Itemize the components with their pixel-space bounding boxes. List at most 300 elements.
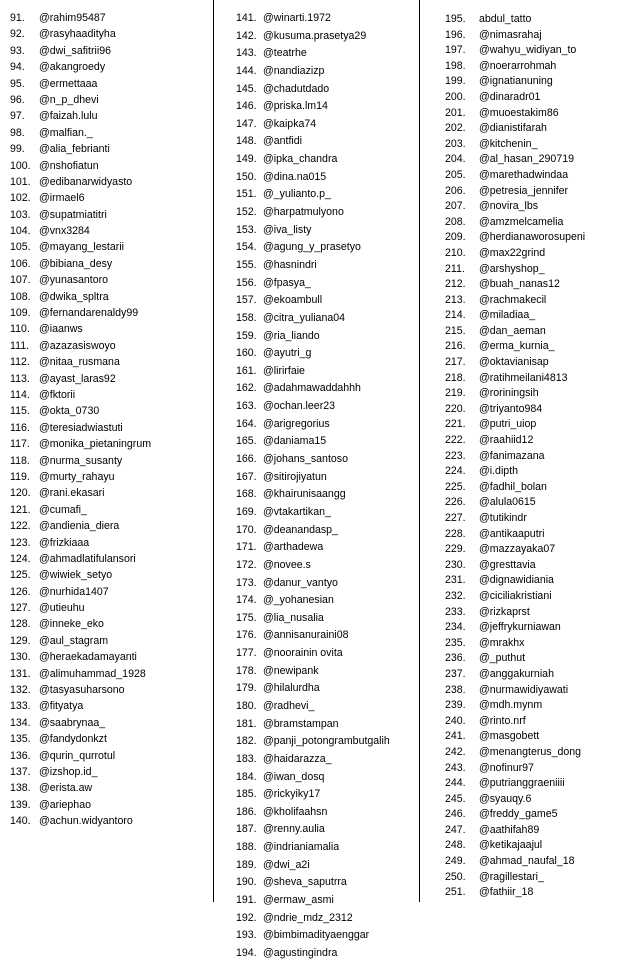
list-item xyxy=(236,398,390,416)
list-item xyxy=(10,174,151,190)
item-handle: @wiwiek_setyo xyxy=(39,569,113,582)
item-number: 107. xyxy=(10,274,31,287)
item-handle: @qurin_qurrotul xyxy=(39,749,116,762)
item-number: 200. xyxy=(445,90,466,103)
item-number: 171. xyxy=(236,541,257,554)
list-item xyxy=(236,222,390,240)
item-number: 103. xyxy=(10,208,31,221)
item-handle: @rahim95487 xyxy=(39,12,106,24)
item-handle: @ketikajaajul xyxy=(479,839,543,852)
item-handle: @fernandarenaldy99 xyxy=(39,307,139,320)
item-handle: @i.dipth xyxy=(479,465,519,478)
list-item xyxy=(236,45,390,63)
list-item xyxy=(10,387,151,403)
item-handle: @azazasiswoyo xyxy=(39,339,116,352)
item-number: 191. xyxy=(236,894,257,907)
list-item xyxy=(236,169,390,187)
list-item xyxy=(10,780,151,796)
item-number: 106. xyxy=(10,257,31,270)
item-number: 186. xyxy=(236,805,257,818)
item-number: 109. xyxy=(10,307,31,320)
list-item xyxy=(236,363,390,381)
list-item xyxy=(445,324,585,340)
item-number: 150. xyxy=(236,170,257,183)
item-number: 193. xyxy=(236,929,257,942)
item-handle: @wahyu_widiyan_to xyxy=(479,44,577,57)
item-handle: @priska.lm14 xyxy=(263,100,328,113)
list-item xyxy=(445,651,585,667)
list-item xyxy=(10,338,151,354)
list-item xyxy=(10,420,151,436)
item-handle: @johans_santoso xyxy=(263,453,348,466)
item-number: 205. xyxy=(445,168,466,181)
list-item xyxy=(445,620,585,636)
item-handle: @gresttavia xyxy=(479,558,536,571)
item-handle: @mdh.mynm xyxy=(479,699,543,712)
list-item xyxy=(445,449,585,465)
item-number: 217. xyxy=(445,356,466,369)
list-item xyxy=(10,518,151,534)
item-handle: @utieuhu xyxy=(39,602,85,615)
item-handle: @ciciliakristiani xyxy=(479,589,552,602)
list-item xyxy=(445,589,585,605)
item-handle: @vnx3284 xyxy=(39,225,90,238)
list-item xyxy=(236,910,390,928)
list-item xyxy=(236,539,390,557)
item-handle: @agustingindra xyxy=(263,946,338,959)
list-item xyxy=(236,733,390,751)
item-number: 164. xyxy=(236,417,257,430)
item-number: 147. xyxy=(236,117,257,130)
list-item xyxy=(445,246,585,262)
list-item xyxy=(445,90,585,106)
item-number: 124. xyxy=(10,552,31,565)
item-number: 140. xyxy=(10,815,31,828)
item-number: 211. xyxy=(445,262,465,275)
list-item xyxy=(236,345,390,363)
item-handle: @fpasya_ xyxy=(263,276,311,289)
list-item xyxy=(236,716,390,734)
item-number: 244. xyxy=(445,777,466,790)
item-number: 212. xyxy=(445,278,466,291)
item-handle: @dan_aeman xyxy=(479,324,546,337)
item-number: 136. xyxy=(10,749,31,762)
list-item xyxy=(445,74,585,90)
list-item xyxy=(10,698,151,714)
item-handle: @sitirojiyatun xyxy=(263,470,327,483)
list-item xyxy=(236,10,390,28)
list-item xyxy=(236,451,390,469)
item-number: 189. xyxy=(236,858,257,871)
item-number: 208. xyxy=(445,215,466,228)
list-item xyxy=(445,792,585,808)
item-number: 222. xyxy=(445,434,466,447)
item-number: 251. xyxy=(445,886,466,899)
list-item xyxy=(445,823,585,839)
list-item xyxy=(236,63,390,81)
item-number: 223. xyxy=(445,449,466,462)
list-item xyxy=(236,380,390,398)
list-item xyxy=(236,239,390,257)
item-number: 95. xyxy=(10,77,25,90)
list-item xyxy=(445,28,585,44)
item-number: 154. xyxy=(236,241,257,254)
item-handle: @ariephao xyxy=(39,798,91,811)
item-number: 194. xyxy=(236,946,257,959)
item-handle: @iwan_dosq xyxy=(263,770,325,783)
item-number: 105. xyxy=(10,241,31,254)
item-handle: @erista.aw xyxy=(39,782,93,795)
item-handle: @fandydonkzt xyxy=(39,733,107,746)
item-handle: @rasyhaadityha xyxy=(39,28,116,41)
item-handle: @teatrhe xyxy=(263,47,307,60)
list-item xyxy=(10,371,151,387)
list-item xyxy=(236,28,390,46)
item-handle: @ermaw_asmi xyxy=(263,894,334,907)
item-handle: @menangterus_dong xyxy=(479,745,582,758)
item-number: 198. xyxy=(445,59,466,72)
item-number: 133. xyxy=(10,700,31,713)
list-item xyxy=(10,158,151,174)
item-handle: @citra_yuliana04 xyxy=(263,311,346,324)
item-handle: @daniama15 xyxy=(263,435,327,448)
list-item xyxy=(10,600,151,616)
item-handle: @hasnindri xyxy=(263,258,317,271)
item-handle: @arthadewa xyxy=(263,541,324,554)
list-item xyxy=(10,305,151,321)
item-number: 129. xyxy=(10,634,31,647)
item-handle: @hilalurdha xyxy=(263,682,320,695)
list-item xyxy=(445,339,585,355)
list-item xyxy=(445,433,585,449)
item-handle: @tasyasuharsono xyxy=(39,684,125,697)
list-item xyxy=(10,764,151,780)
list-item xyxy=(445,106,585,122)
item-number: 242. xyxy=(445,745,466,758)
item-handle: @ahmadlatifulansori xyxy=(39,552,136,565)
item-handle: @aul_stagram xyxy=(39,634,109,647)
item-handle: @winarti.1972 xyxy=(263,12,331,24)
list-item xyxy=(10,682,151,698)
item-handle: @annisanuraini08 xyxy=(263,629,349,642)
item-handle: @dwi_a2i xyxy=(263,858,310,871)
list-item xyxy=(10,485,151,501)
item-number: 228. xyxy=(445,527,466,540)
list-item xyxy=(236,133,390,151)
item-number: 113. xyxy=(10,372,30,385)
list-item xyxy=(10,797,151,813)
item-handle: @rizkaprst xyxy=(479,605,530,618)
item-handle: @mrakhx xyxy=(479,636,525,649)
item-number: 131. xyxy=(10,667,31,680)
item-number: 162. xyxy=(236,382,257,395)
item-number: 94. xyxy=(10,61,25,74)
list-item xyxy=(236,839,390,857)
item-handle: @alimuhammad_1928 xyxy=(39,667,146,680)
item-number: 230. xyxy=(445,558,466,571)
item-handle: @n_p_dhevi xyxy=(39,93,99,106)
item-handle: @ochan.leer23 xyxy=(263,400,336,413)
item-number: 179. xyxy=(236,682,257,695)
item-number: 250. xyxy=(445,870,466,883)
list-item xyxy=(445,838,585,854)
item-handle: @ermettaaa xyxy=(39,77,98,90)
item-number: 177. xyxy=(236,647,257,660)
item-number: 248. xyxy=(445,839,466,852)
item-number: 180. xyxy=(236,699,257,712)
list-column-1 xyxy=(0,0,205,902)
list-item xyxy=(445,184,585,200)
list-item xyxy=(10,10,151,26)
item-number: 102. xyxy=(10,192,31,205)
list-item xyxy=(445,495,585,511)
item-handle: @marethadwindaa xyxy=(479,168,569,181)
item-handle: @_yulianto.p_ xyxy=(263,188,331,201)
item-number: 227. xyxy=(445,512,466,524)
item-number: 249. xyxy=(445,855,466,868)
list-item xyxy=(10,26,151,42)
item-handle: @saabrynaa_ xyxy=(39,716,106,729)
item-number: 160. xyxy=(236,347,257,360)
item-handle: @noerarrohmah xyxy=(479,59,557,72)
item-handle: @nurhida1407 xyxy=(39,585,109,598)
item-number: 176. xyxy=(236,629,257,642)
item-handle: @harpatmulyono xyxy=(263,206,344,219)
item-number: 245. xyxy=(445,792,466,805)
list-item xyxy=(445,870,585,886)
item-handle: @ipka_chandra xyxy=(263,153,338,166)
item-number: 101. xyxy=(10,175,31,188)
list-item xyxy=(10,551,151,567)
item-handle: @fathiir_18 xyxy=(479,886,534,899)
list-item xyxy=(445,168,585,184)
item-handle: @ratihmeilani4813 xyxy=(479,371,568,384)
item-number: 165. xyxy=(236,435,257,448)
list-item xyxy=(445,542,585,558)
item-number: 224. xyxy=(445,465,466,478)
list-item xyxy=(445,729,585,745)
list-item xyxy=(236,821,390,839)
item-number: 126. xyxy=(10,585,31,598)
list-item xyxy=(445,199,585,215)
item-number: 158. xyxy=(236,311,257,324)
item-number: 240. xyxy=(445,714,466,727)
list-item xyxy=(445,355,585,371)
list-item xyxy=(10,207,151,223)
item-number: 235. xyxy=(445,636,466,649)
list-item xyxy=(236,575,390,593)
item-number: 138. xyxy=(10,782,31,795)
item-handle: @nurmawidiyawati xyxy=(479,683,569,696)
item-handle: @ndrie_mdz_2312 xyxy=(263,911,353,924)
item-handle: @dwika_spltra xyxy=(39,290,109,303)
list-item xyxy=(10,616,151,632)
item-handle: @muoestakim86 xyxy=(479,106,559,119)
item-handle: @aathifah89 xyxy=(479,823,540,836)
item-handle: @kusuma.prasetya29 xyxy=(263,29,367,42)
item-handle: @murty_rahayu xyxy=(39,470,115,483)
list-item xyxy=(10,272,151,288)
item-number: 153. xyxy=(236,223,257,236)
list-item xyxy=(445,137,585,153)
item-number: 209. xyxy=(445,231,466,244)
item-handle: @max22grind xyxy=(479,246,546,259)
item-handle: @danur_vantyo xyxy=(263,576,338,589)
item-number: 192. xyxy=(236,911,257,924)
item-number: 108. xyxy=(10,290,31,303)
item-number: 190. xyxy=(236,876,257,889)
item-handle: @petresia_jennifer xyxy=(479,184,569,197)
item-handle: @kitchenin_ xyxy=(479,137,538,150)
item-handle: @dinaradr01 xyxy=(479,90,541,103)
list-item xyxy=(445,262,585,278)
list-item xyxy=(236,504,390,522)
item-number: 119. xyxy=(10,470,30,483)
list-item xyxy=(236,804,390,822)
list-item xyxy=(236,874,390,892)
list-item xyxy=(10,436,151,452)
item-handle: @rani.ekasari xyxy=(39,487,105,500)
item-number: 166. xyxy=(236,453,257,466)
list-item xyxy=(445,854,585,870)
list-item xyxy=(236,328,390,346)
item-number: 220. xyxy=(445,402,466,415)
list-item xyxy=(10,59,151,75)
item-number: 142. xyxy=(236,29,257,42)
item-handle: @cumafi_ xyxy=(39,503,87,516)
item-handle: @irmael6 xyxy=(39,192,85,205)
item-handle: @rickyiky17 xyxy=(263,788,321,801)
item-handle: @lia_nusalia xyxy=(263,611,324,624)
item-number: 132. xyxy=(10,684,31,697)
item-number: 199. xyxy=(445,75,466,88)
list-item xyxy=(236,486,390,504)
list-item xyxy=(236,892,390,910)
item-number: 221. xyxy=(445,418,466,431)
item-handle: @dwi_safitrii96 xyxy=(39,44,111,57)
item-handle: @agung_y_prasetyo xyxy=(263,241,361,254)
item-handle: @amzmelcamelia xyxy=(479,215,564,228)
item-handle: @andienia_diera xyxy=(39,520,120,533)
list-item xyxy=(445,885,585,901)
item-handle: @nurma_susanty xyxy=(39,454,123,467)
item-handle: @herdianaworosupeni xyxy=(479,231,586,244)
list-column-3 xyxy=(426,0,641,902)
item-handle: @supatmiatitri xyxy=(39,208,107,221)
item-number: 216. xyxy=(445,340,466,353)
item-handle: @arigregorius xyxy=(263,417,330,430)
list-item xyxy=(236,751,390,769)
list-item xyxy=(236,610,390,628)
list-item xyxy=(445,293,585,309)
list-column-2 xyxy=(213,0,420,959)
list-item xyxy=(236,310,390,328)
item-number: 112. xyxy=(10,356,30,369)
item-number: 175. xyxy=(236,611,257,624)
list-item xyxy=(445,277,585,293)
item-handle: @masgobett xyxy=(479,730,540,743)
item-number: 202. xyxy=(445,122,466,135)
list-item xyxy=(236,469,390,487)
item-number: 114. xyxy=(10,388,30,401)
list-item xyxy=(10,92,151,108)
list-item xyxy=(445,558,585,574)
item-number: 137. xyxy=(10,765,31,778)
item-number: 174. xyxy=(236,594,257,607)
list-item xyxy=(236,204,390,222)
item-handle: @raahiid12 xyxy=(479,434,534,447)
item-handle: @roriningsih xyxy=(479,387,539,400)
list-item xyxy=(445,480,585,496)
item-number: 135. xyxy=(10,733,31,746)
item-handle: @freddy_game5 xyxy=(479,808,558,821)
item-handle: @ayast_laras92 xyxy=(39,372,116,385)
list-item xyxy=(10,223,151,239)
list-item xyxy=(236,857,390,875)
list-item xyxy=(445,402,585,418)
item-handle: @ekoambull xyxy=(263,294,323,307)
item-number: 239. xyxy=(445,699,466,712)
item-number: 149. xyxy=(236,153,257,166)
item-number: 91. xyxy=(10,12,25,24)
list-item xyxy=(10,43,151,59)
item-number: 151. xyxy=(236,188,257,201)
item-handle: @mazzayaka07 xyxy=(479,543,556,556)
item-handle: @fanimazana xyxy=(479,449,545,462)
item-handle: @kaipka74 xyxy=(263,117,317,130)
item-number: 117. xyxy=(10,438,30,451)
item-handle: @noorainin ovita xyxy=(263,647,343,660)
list-item xyxy=(236,151,390,169)
item-number: 144. xyxy=(236,64,257,77)
item-handle: @alia_febrianti xyxy=(39,143,110,156)
list-item xyxy=(236,98,390,116)
item-handle: @heraekadamayanti xyxy=(39,651,137,664)
item-number: 187. xyxy=(236,823,257,836)
item-handle: @arshyshop_ xyxy=(479,262,545,275)
item-handle: @monika_pietaningrum xyxy=(39,438,152,451)
list-item xyxy=(236,116,390,134)
item-handle: @lirirfaie xyxy=(263,364,305,377)
item-handle: @renny.aulia xyxy=(263,823,325,836)
item-handle: @triyanto984 xyxy=(479,402,543,415)
item-number: 238. xyxy=(445,683,466,696)
item-number: 201. xyxy=(445,106,466,119)
item-number: 173. xyxy=(236,576,257,589)
item-handle: @_yohanesian xyxy=(263,594,334,607)
list-item xyxy=(445,807,585,823)
list-item xyxy=(445,215,585,231)
list-item xyxy=(445,417,585,433)
item-handle: @putrianggraeniiii xyxy=(479,777,565,790)
item-handle: @novee.s xyxy=(263,558,311,571)
item-number: 233. xyxy=(445,605,466,618)
item-number: 203. xyxy=(445,137,466,150)
list-item xyxy=(10,453,151,469)
item-number: 156. xyxy=(236,276,257,289)
item-number: 125. xyxy=(10,569,31,582)
item-number: 110. xyxy=(10,323,30,336)
item-number: 207. xyxy=(445,200,466,213)
list-item xyxy=(236,522,390,540)
item-number: 172. xyxy=(236,558,257,571)
item-handle: @frizkiaaa xyxy=(39,536,90,549)
item-handle: @nandiazizp xyxy=(263,64,325,77)
item-handle: @ragillestari_ xyxy=(479,870,544,883)
item-handle: @faizah.lulu xyxy=(39,110,98,123)
item-number: 181. xyxy=(236,717,257,730)
item-handle: @vtakartikan_ xyxy=(263,505,331,518)
